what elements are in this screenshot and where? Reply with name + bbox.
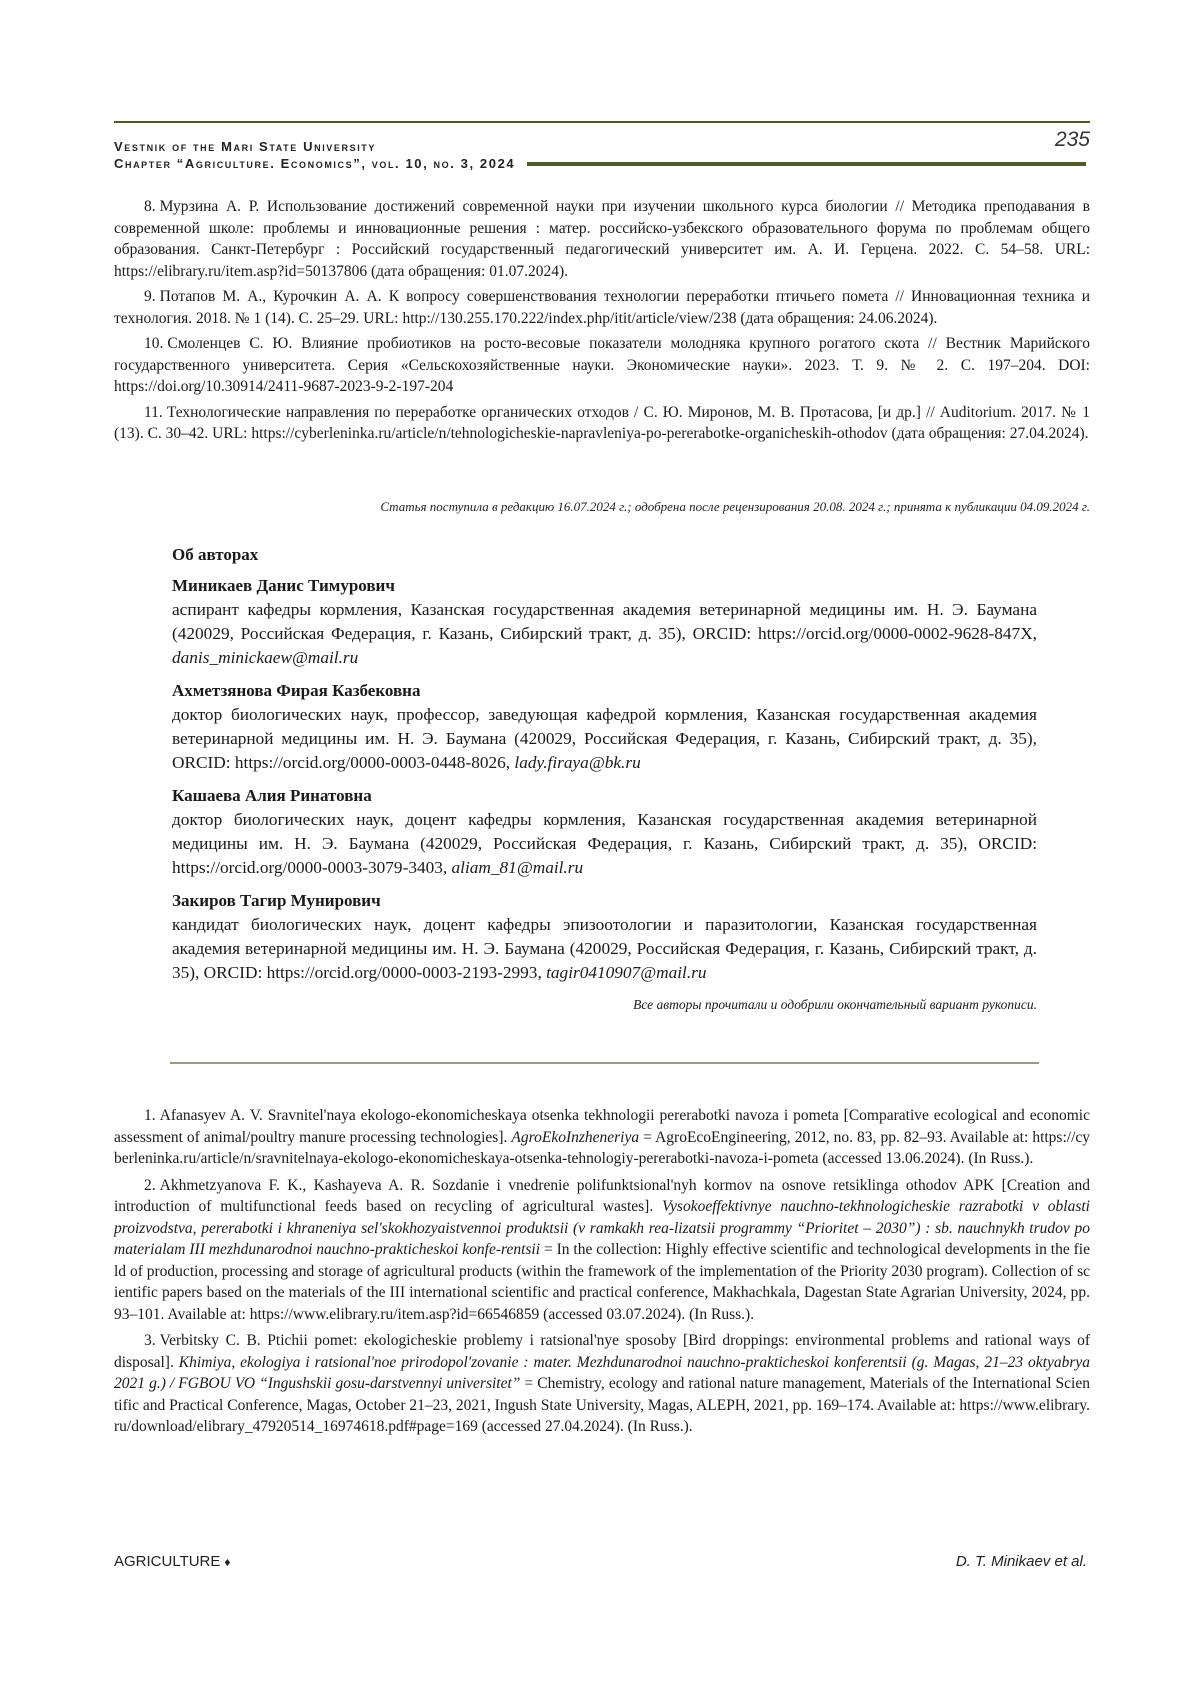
journal-title: [114, 138, 1090, 155]
journal-chapter-line: [114, 155, 1090, 172]
reference-item: 8. Мурзина А. Р. Использование достижений современной науки при изучении школьного курса биологии // Методика преподавания в современной школе: проблемы и инновационные решения : матер. российско-узбекского образовательного форума по проблемам общего образования. Санкт-Петербург : Российский государственный педагогический университет им. А. И. Герцена. 2022. С. 54–58. URL: https://elibrary.ru/item.asp?id=50137806 (дата обращения: 01.07.2024).: [114, 198, 1090, 280]
references-en: [114, 1105, 1090, 1443]
author-email[interactable]: lady.firaya@bk.ru: [514, 753, 641, 772]
journal-word-1: Vestnik: [114, 139, 167, 154]
author-email[interactable]: tagir0410907@mail.ru: [546, 963, 707, 982]
diamond-icon: ♦: [224, 1555, 231, 1569]
author-block: [172, 784, 1037, 880]
author-email[interactable]: danis_minickaew@mail.ru: [172, 648, 359, 667]
author-name: Закиров Тагир Мунирович: [172, 891, 381, 910]
page-number: 235: [1054, 128, 1090, 151]
journal-word-6: University: [303, 139, 377, 154]
references-ru: [114, 196, 1090, 449]
authors-heading: Об авторах: [172, 545, 259, 564]
journal-chapter: Chapter “Agriculture. Economics”, vol. 10, no. 3, 2024: [114, 156, 516, 171]
author-block: [172, 889, 1037, 985]
reference-item: 9. Потапов М. А., Курочкин А. А. К вопросу совершенствования технологии переработки птичьего помета // Инновационная техника и технология. 2018. № 1 (14). С. 25–29. URL: http://130.255.170.222/index.php/itit/article/view/238 (дата обращения: 24.06.2024).: [114, 288, 1090, 327]
top-rule: [114, 121, 1090, 123]
journal-word-4: Mari: [221, 139, 254, 154]
author-info: доктор биологических наук, профессор, заведующая кафедрой кормления, Казанская государственная академия ветеринарной медицины им. Н. Э. Баумана (420029, Российская Федерация, г. Казань, Сибирский тракт, д. 35), ORCID: https://orcid.org/0000-0003-0448-8026, lady.firaya@bk.ru: [172, 705, 1037, 772]
reference-item: 3. Verbitsky C. B. Ptichii pomet: ekologicheskie problemy i ratsional'nye sposoby [Bird droppings: environmental problems and rational ways of disposal]. Khimiya, ekologiya i ratsional'noe prirodopol'zovanie : mater. Mezhdunarodnoi nauchno-prakticheskoi konferentsii (g. Magas, 21–23 oktyabrya 2021 g.) / FGBOU VO “Ingushskii gosu-darstvennyi universitet” = Chemistry, ecology and rational nature management, Materials of the International Scientific and Practical Conference, Magas, October 21–23, 2021, Ingush State University, Magas, ALEPH, 2021, pp. 169–174. Available at: https://www.elibrary.ru/download/elibrary_47920514_16974618.pdf#page=169 (accessed 27.04.2024). (In Russ.).: [114, 1332, 1091, 1435]
journal-word-3: the: [193, 139, 216, 154]
footer-section-label: AGRICULTURE ♦: [114, 1553, 231, 1570]
journal-word-5: State: [259, 139, 298, 154]
journal-word-2: of: [172, 139, 188, 154]
author-email[interactable]: aliam_81@mail.ru: [451, 858, 584, 877]
author-info: доктор биологических наук, доцент кафедры кормления, Казанская государственная академия ветеринарной медицины им. Н. Э. Баумана (420029, Российская Федерация, г. Казань, Сибирский тракт, д. 35), ORCID: https://orcid.org/0000-0003-3079-3403, aliam_81@mail.ru: [172, 810, 1037, 877]
author-name: Миникаев Данис Тимурович: [172, 576, 395, 595]
reference-item: 1. Afanasyev A. V. Sravnitel'naya ekologo-ekonomicheskaya otsenka tekhnologii pererabotki navoza i pometa [Comparative ecological and economic assessment of animal/poultry manure processing technologies]. AgroEkoInzheneriya = AgroEcoEngineering, 2012, no. 83, pp. 82–93. Available at: https://cyberleninka.ru/article/n/sravnitelnaya-ekologo-ekonomicheskaya-otsenka-tehnologiy-pererabotki-navoza-i-pometa (accessed 13.06.2024). (In Russ.).: [114, 1107, 1091, 1167]
author-block: [172, 574, 1037, 670]
approval-note: Все авторы прочитали и одобрили окончательный вариант рукописи.: [633, 997, 1037, 1012]
footer-authors: D. T. Minikaev et al.: [955, 1553, 1087, 1570]
section-divider: [170, 1062, 1039, 1064]
running-head: [114, 128, 1090, 178]
author-block: [172, 679, 1037, 775]
author-name: Ахметзянова Фирая Казбековна: [172, 681, 421, 700]
reference-item: 11. Технологические направления по переработке органических отходов / С. Ю. Миронов, М. В. Протасова, [и др.] // Auditorium. 2017. № 1 (13). С. 30–42. URL: https://cyberleninka.ru/article/n/tehnologicheskie-napravleniya-po-pererabotke-organicheskih-othodov (дата обращения: 27.04.2024).: [114, 403, 1090, 442]
received-note: Статья поступила в редакцию 16.07.2024 г.; одобрена после рецензирования 20.08. 2024 г.; принята к публикации 04.09.2024 г.: [380, 499, 1090, 514]
header-bar: [527, 162, 1086, 166]
author-name: Кашаева Алия Ринатовна: [172, 786, 372, 805]
reference-item: 10. Смоленцев С. Ю. Влияние пробиотиков на росто-весовые показатели молодняка крупного рогатого скота // Вестник Марийского государственного университета. Серия «Сельскохозяйственные науки. Экономические науки». 2023. Т. 9. № 2. С. 197–204. DOI: https://doi.org/10.30914/2411-9687-2023-9-2-197-204: [114, 335, 1090, 395]
reference-item: 2. Akhmetzyanova F. K., Kashayeva A. R. Sozdanie i vnedrenie polifunktsional'nyh kormov na osnove retsiklinga othodov APK [Creation and introduction of multifunctional feeds based on recycling of agricultural wastes]. Vysokoeffektivnye nauchno-tekhnologicheskie razrabotki v oblasti proizvodstva, pererabotki i khraneniya sel'skokhozyaistvennoi produktsii (v ramkakh rea-lizatsii programmy “Prioritet – 2030”) : sb. nauchnykh trudov po materialam III mezhdunarodnoi nauchno-prakticheskoi konfe-rentsii = In the collection: Highly effective scientific and technological developments in the field of production, processing and storage of agricultural products (within the framework of the implementation of the Priority 2030 program). Collection of scientific papers based on the materials of the III international scientific and practical conference, Makhachkala, Dagestan State Agrarian University, 2024, pp. 93–101. Available at: https://www.elibrary.ru/item.asp?id=66546859 (accessed 03.07.2024). (In Russ.).: [114, 1176, 1090, 1323]
author-info: аспирант кафедры кормления, Казанская государственная академия ветеринарной медицины им. Н. Э. Баумана (420029, Российская Федерация, г. Казань, Сибирский тракт, д. 35), ORCID: https://orcid.org/0000-0002-9628-847X, danis_minickaew@mail.ru: [172, 600, 1037, 667]
authors-section: [172, 545, 1037, 1013]
author-info: кандидат биологических наук, доцент кафедры эпизоотологии и паразитологии, Казанская государственная академия ветеринарной медицины им. Н. Э. Баумана (420029, Российская Федерация, г. Казань, Сибирский тракт, д. 35), ORCID: https://orcid.org/0000-0003-2193-2993, tagir0410907@mail.ru: [172, 915, 1037, 982]
